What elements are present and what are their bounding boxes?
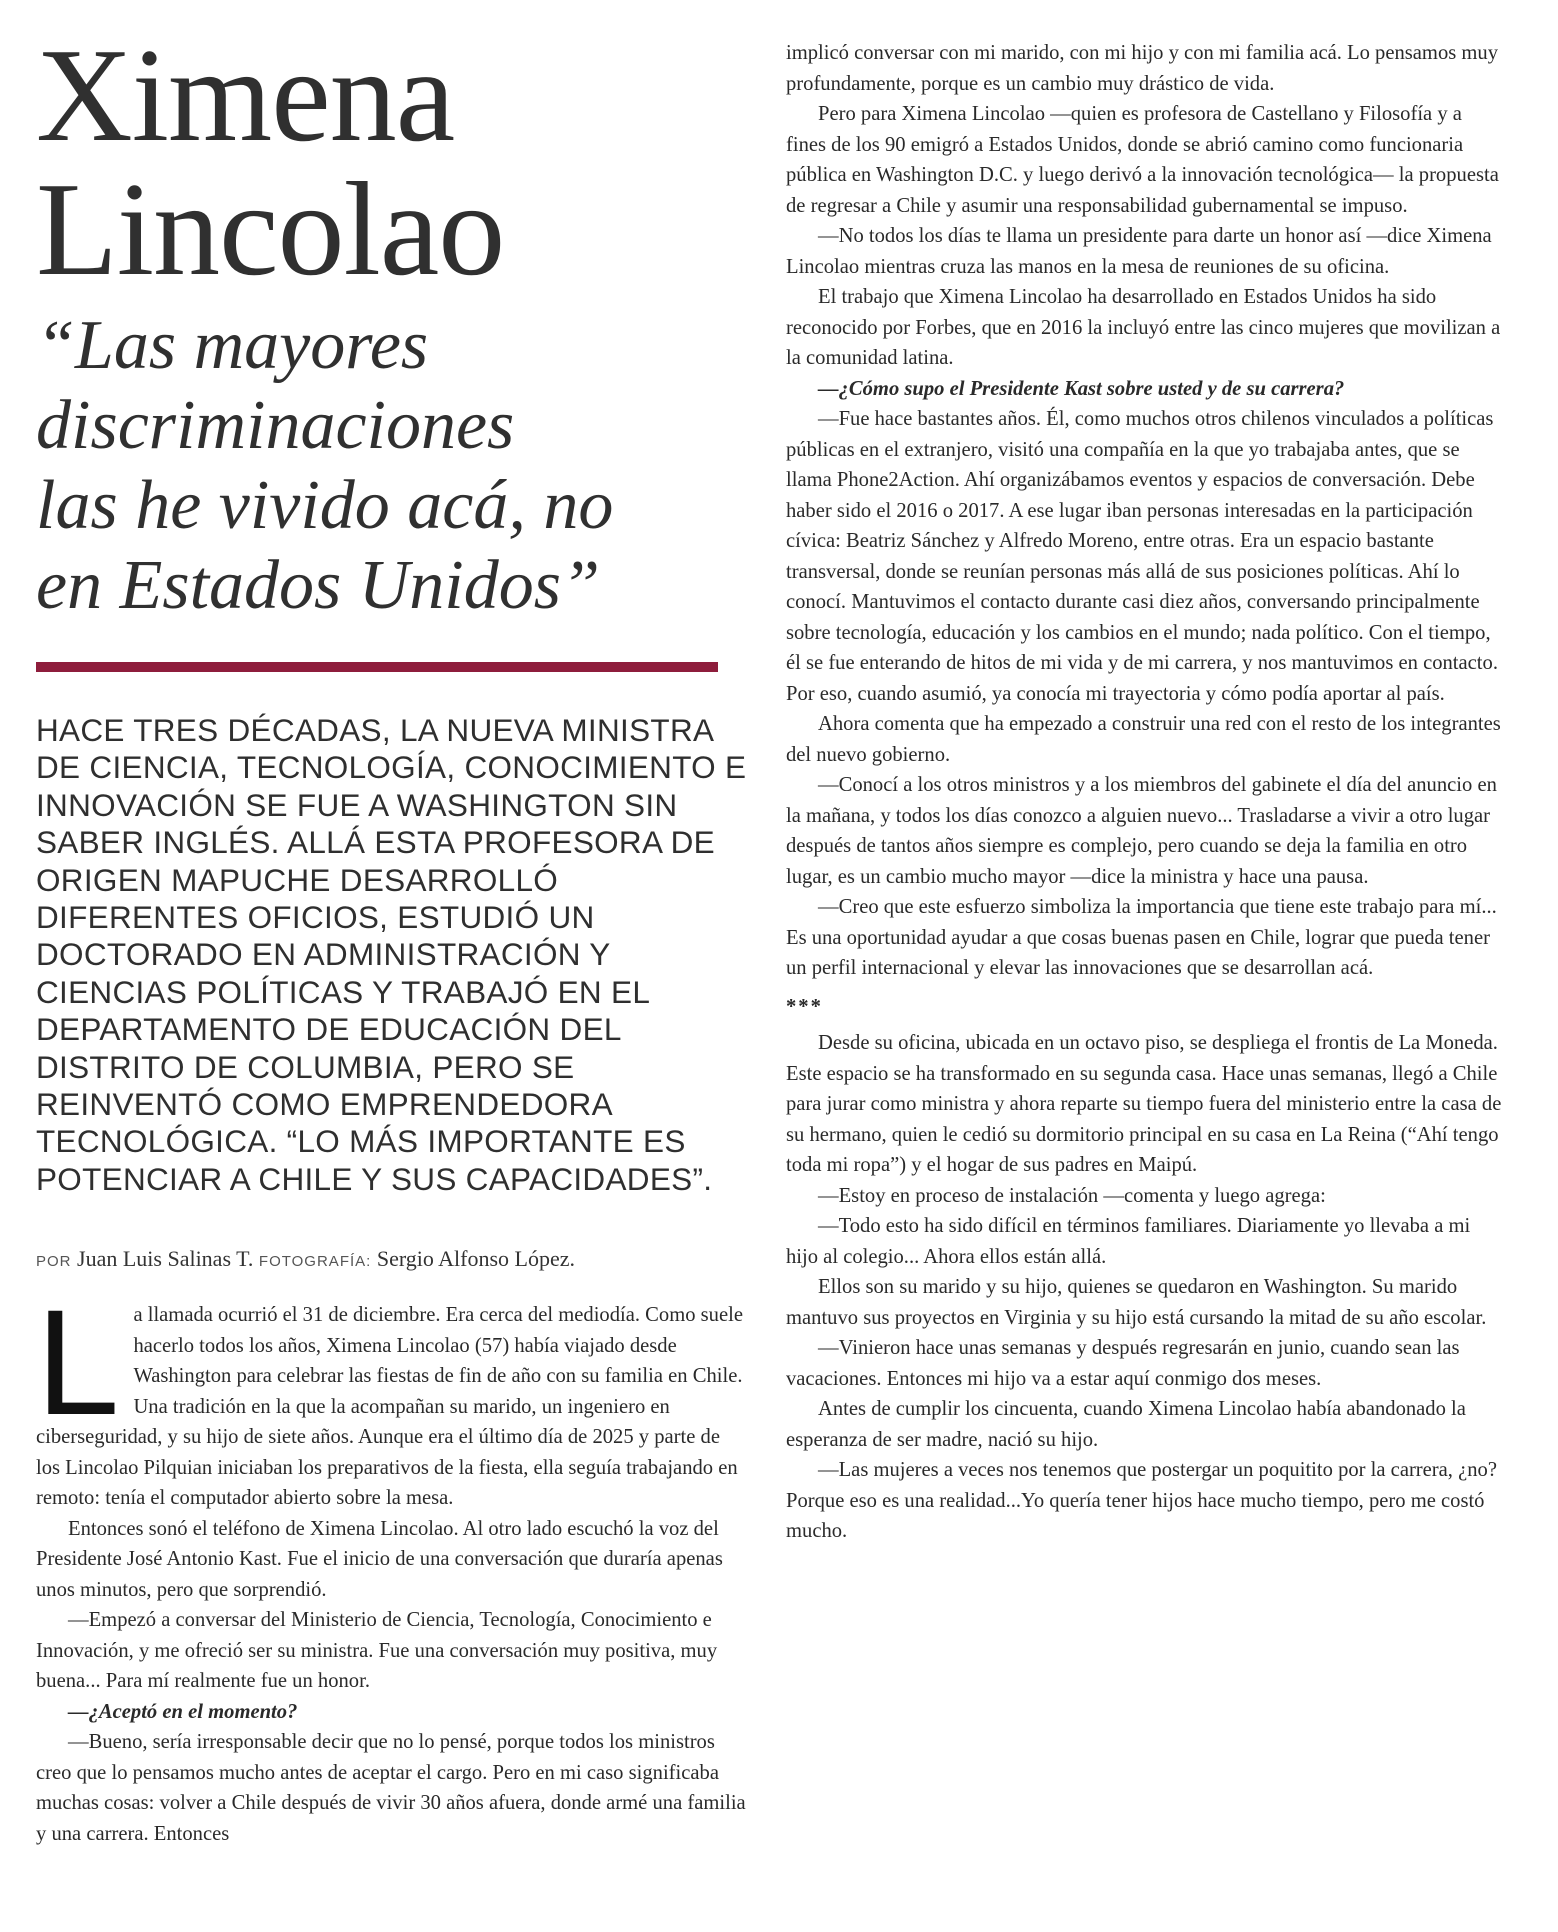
interview-question: —¿Aceptó en el momento? xyxy=(68,1700,298,1723)
body-paragraph: Antes de cumplir los cincuenta, cuando Ximena Lincolao había abandonado la esperanza de ser madre, nació su hijo. xyxy=(786,1398,1466,1451)
body-paragraph: implicó conversar con mi marido, con mi hijo y con mi familia acá. Lo pensamos muy profundamente, porque es un cambio muy drástico de vida. xyxy=(786,42,1499,95)
left-body xyxy=(36,1278,748,1849)
deck-summary: HACE TRES DÉCADAS, LA NUEVA MINISTRA DE CIENCIA, TECNOLOGÍA, CONOCIMIENTO E INNOVACIÓN SE FUE A WASHINGTON SIN SABER INGLÉS. ALLÁ ESTA PROFESORA DE ORIGEN MAPUCHE DESARROLLÓ DIFERENTES OFICIOS, ESTUDIÓ UN DOCTORADO EN ADMINISTRACIÓN Y CIENCIAS POLÍTICAS Y TRABAJÓ EN EL DEPARTAMENTO DE EDUCACIÓN DEL DISTRITO DE COLUMBIA, PERO SE REINVENTÓ COMO EMPRENDEDORA TECNOLÓGICA. “LO MÁS IMPORTANTE ES POTENCIAR A CHILE Y SUS CAPACIDADES”. xyxy=(36,712,747,1197)
section-separator: *** xyxy=(786,995,823,1018)
body-paragraph: —Conocí a los otros ministros y a los miembros del gabinete el día del anuncio en la mañana, y todos los días conozco a alguien nuevo... Trasladarse a vivir a otro lugar después de tantos años siempre es complejo, pero cuando se deja la familia en otro lugar, es un cambio mucho mayor —dice la ministra y hace una pausa. xyxy=(786,774,1497,888)
body-paragraph: Ahora comenta que ha empezado a construir una red con el resto de los integrantes del nuevo gobierno. xyxy=(786,713,1501,766)
body-paragraph: —Las mujeres a veces nos tenemos que postergar un poquitito por la carrera, ¿no? Porque eso es una realidad...Yo quería tener hijos hace mucho tiempo, pero me costó mucho. xyxy=(786,1459,1497,1542)
body-paragraph: —Fue hace bastantes años. Él, como muchos otros chilenos vinculados a políticas públicas en el extranjero, visitó una compañía en la que yo trabajaba antes, que se llama Phone2Action. Ahí organizábamos eventos y espacios de conversación. Debe haber sido el 2016 o 2017. A ese lugar iban personas interesadas en la participación cívica: Beatriz Sánchez y Alfredo Moreno, entre otras. Era un espacio bastante transversal, donde se reunían personas más allá de sus posiciones políticas. Ahí lo conocí. Mantuvimos el contacto durante casi diez años, conversando principalmente sobre tecnología, educación y los cambios en el mundo; nada político. Con el tiempo, él se fue enterando de hitos de mi vida y de mi carrera, y nos mantuvimos en contacto. Por eso, cuando asumió, ya conocía mi trayectoria y cómo podía aportar al país. xyxy=(786,408,1498,705)
byline xyxy=(36,1246,748,1272)
body-paragraph: —Todo esto ha sido difícil en términos familiares. Diariamente yo llevaba a mi hijo al colegio... Ahora ellos están allá. xyxy=(786,1215,1471,1268)
drop-cap: L xyxy=(36,1278,120,1447)
byline-foto-label: FOTOGRAFÍA: xyxy=(258,1253,372,1271)
interview-question: —¿Cómo supo el Presidente Kast sobre usted y de su carrera? xyxy=(818,377,1345,400)
byline-author: Juan Luis Salinas T. xyxy=(77,1246,254,1272)
body-paragraph: —Estoy en proceso de instalación —comenta y luego agrega: xyxy=(818,1184,1326,1207)
body-paragraph: —No todos los días te llama un presidente para darte un honor así —dice Ximena Lincolao mientras cruza las manos en la mesa de reuniones de su oficina. xyxy=(786,225,1492,278)
quote-line-4: en Estados Unidos” xyxy=(36,547,600,624)
body-paragraph: El trabajo que Ximena Lincolao ha desarrollado en Estados Unidos ha sido reconocido por Forbes, que en 2016 la incluyó entre las cinco mujeres que movilizan a la comunidad latina. xyxy=(786,286,1501,369)
quote-line-1: “Las mayores xyxy=(36,307,429,384)
byline-por-label: POR xyxy=(36,1253,72,1271)
right-column xyxy=(786,38,1504,1547)
headline-quote xyxy=(36,306,748,626)
body-paragraph: —Vinieron hace unas semanas y después regresarán en junio, cuando sean las vacaciones. Entonces mi hijo va a estar aquí conmigo dos meses. xyxy=(786,1337,1460,1390)
divider-rule xyxy=(36,662,718,672)
title-line-1: Ximena xyxy=(36,21,455,169)
body-paragraph: Desde su oficina, ubicada en un octavo piso, se despliega el frontis de La Moneda. Este espacio se ha transformado en su segunda casa. Hace unas semanas, llegó a Chile para jurar como ministra y ahora reparte su tiempo fuera del ministerio entre la casa de su hermano, quien le cedió su dormitorio principal en su casa en La Reina (“Ahí tengo toda mi ropa”) y el hogar de sus padres en Maipú. xyxy=(786,1032,1502,1176)
quote-line-2: discriminaciones xyxy=(36,387,515,464)
headline-title xyxy=(36,21,748,303)
body-paragraph: Ellos son su marido y su hijo, quienes se quedaron en Washington. Su marido mantuvo sus proyectos en Virginia y su hijo está cursando la mitad de su año escolar. xyxy=(786,1276,1487,1329)
quote-line-3: las he vivido acá, no xyxy=(36,467,614,544)
byline-photographer: Sergio Alfonso López. xyxy=(376,1246,576,1272)
left-column xyxy=(36,21,748,1849)
title-line-2: Lincolao xyxy=(36,155,505,303)
body-paragraph: Entonces sonó el teléfono de Ximena Lincolao. Al otro lado escuchó la voz del Presidente José Antonio Kast. Fue el inicio de una conversación que duraría apenas unos minutos, pero que sorprendió. xyxy=(36,1517,723,1601)
body-paragraph: —Bueno, sería irresponsable decir que no lo pensé, porque todos los ministros creo que lo pensamos mucho antes de aceptar el cargo. Pero en mi caso significaba muchas cosas: volver a Chile después de vivir 30 años afuera, donde armé una familia y una carrera. Entonces xyxy=(36,1731,746,1845)
body-paragraph: —Empezó a conversar del Ministerio de Ciencia, Tecnología, Conocimiento e Innovación, y me ofreció ser su ministra. Fue una conversación muy positiva, muy buena... Para mí realmente fue un honor. xyxy=(36,1609,718,1693)
body-paragraph: Pero para Ximena Lincolao —quien es profesora de Castellano y Filosofía y a fines de los 90 emigró a Estados Unidos, donde se abrió camino como funcionaria pública en Washington D.C. y luego derivó a la innovación tecnológica— la propuesta de regresar a Chile y asumir una responsabilidad gubernamental se impuso. xyxy=(786,103,1499,217)
body-paragraph xyxy=(36,1278,748,1514)
body-paragraph: —Creo que este esfuerzo simboliza la importancia que tiene este trabajo para mí... Es una oportunidad ayudar a que cosas buenas pasen en Chile, lograr que pueda tener un perfil internacional y elevar las innovaciones que se desarrollan acá. xyxy=(786,896,1497,979)
body-text: a llamada ocurrió el 31 de diciembre. Era cerca del mediodía. Como suele hacerlo todos los años, Ximena Lincolao (57) había viajado desde Washington para celebrar las fiestas de fin de año con su familia en Chile. Una tradición en la que la acompañan su marido, un ingeniero en ciberseguridad, y su hijo de siete años. Aunque era el último día de 2025 y parte de los Lincolao Pilquian iniciaban los preparativos de la fiesta, ella seguía trabajando en remoto: tenía el computador abierto sobre la mesa. xyxy=(36,1304,743,1510)
